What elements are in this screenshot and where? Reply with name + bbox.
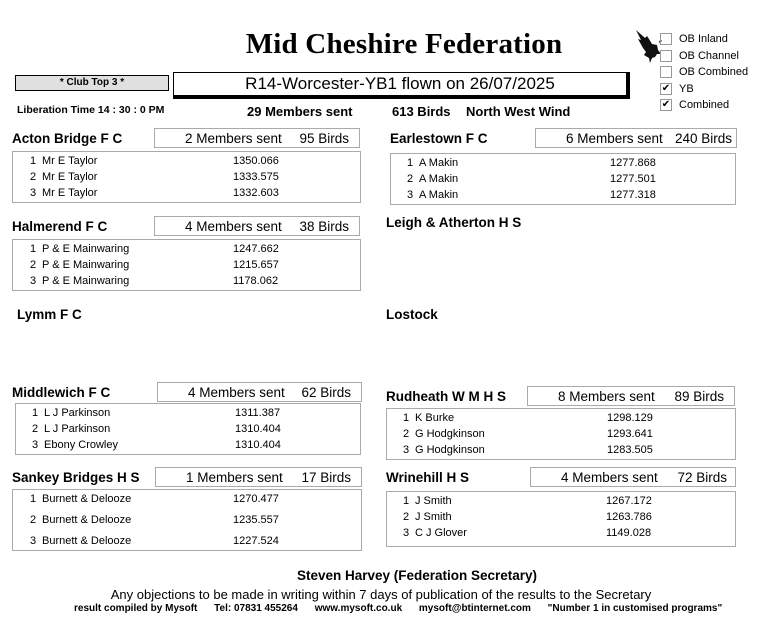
- result-position: 3: [403, 527, 410, 539]
- result-velocity: 1178.062: [233, 275, 279, 287]
- club-name-lymm: Lymm F C: [17, 307, 82, 322]
- club-name-earlestown: Earlestown F C: [390, 131, 488, 146]
- birds-sent: 240 Birds: [674, 131, 732, 146]
- results-sankey-bridges: [12, 489, 362, 551]
- option-ob-combined[interactable]: [660, 64, 748, 81]
- result-row: [16, 405, 360, 421]
- club-name-halmerend: Halmerend F C: [12, 219, 108, 234]
- result-position: 3: [32, 439, 39, 451]
- club-sent-middlewich: [157, 382, 362, 402]
- checkbox-ob-combined[interactable]: [660, 66, 672, 78]
- birds-sent: 38 Birds: [299, 219, 349, 234]
- result-position: 1: [407, 157, 414, 169]
- result-row: [387, 525, 735, 541]
- result-name: Burnett & Delooze: [42, 535, 132, 547]
- club-sent-sankey-bridges: [155, 467, 362, 487]
- result-velocity: 1283.505: [607, 444, 653, 456]
- club-sent-earlestown: [535, 128, 737, 148]
- club-sent-wrinehill: [530, 467, 736, 487]
- result-name: P & E Mainwaring: [42, 243, 130, 255]
- result-velocity: 1332.603: [233, 187, 279, 199]
- birds-sent: 95 Birds: [299, 131, 349, 146]
- members-sent: 8 Members sent: [558, 389, 655, 404]
- members-sent: 4 Members sent: [185, 219, 282, 234]
- result-name: G Hodgkinson: [415, 428, 485, 440]
- tagline: "Number 1 in customised programs": [547, 603, 723, 614]
- result-name: Ebony Crowley: [44, 439, 118, 451]
- checkbox-combined[interactable]: ✔: [661, 99, 671, 111]
- club-name-wrinehill: Wrinehill H S: [386, 470, 470, 485]
- birds-sent: 72 Birds: [677, 470, 727, 485]
- result-position: 1: [30, 493, 37, 505]
- race-title: R14-Worcester-YB1 flown on 26/07/2025: [173, 72, 630, 99]
- result-row: [13, 169, 360, 185]
- result-row: [16, 421, 360, 437]
- result-velocity: 1350.066: [233, 155, 279, 167]
- result-position: 2: [30, 259, 37, 271]
- club-name-sankey-bridges: Sankey Bridges H S: [12, 470, 140, 485]
- birds-sent: 17 Birds: [301, 470, 351, 485]
- result-position: 2: [32, 423, 39, 435]
- result-name: Burnett & Delooze: [42, 493, 132, 505]
- result-velocity: 1277.318: [610, 189, 656, 201]
- members-sent: 4 Members sent: [561, 470, 658, 485]
- result-velocity: 1235.557: [233, 514, 279, 526]
- result-position: 1: [32, 407, 39, 419]
- members-sent: 1 Members sent: [186, 470, 283, 485]
- result-name: A Makin: [419, 189, 459, 201]
- results-acton-bridge: [12, 151, 361, 203]
- result-name: P & E Mainwaring: [42, 275, 130, 287]
- result-position: 2: [407, 173, 414, 185]
- club-top-label: * Club Top 3 *: [15, 75, 169, 91]
- birds-sent: 62 Birds: [301, 385, 351, 400]
- members-sent: 4 Members sent: [188, 385, 285, 400]
- result-position: 3: [30, 535, 37, 547]
- secretary-name: Steven Harvey (Federation Secretary): [296, 568, 538, 583]
- club-name-leigh-atherton: Leigh & Atherton H S: [386, 215, 522, 230]
- result-row: [387, 509, 735, 525]
- result-row: [391, 171, 735, 187]
- result-position: 1: [30, 243, 37, 255]
- result-position: 2: [403, 511, 410, 523]
- result-row: [13, 273, 360, 289]
- result-velocity: 1263.786: [606, 511, 652, 523]
- result-row: [387, 493, 735, 509]
- result-name: A Makin: [419, 173, 459, 185]
- result-velocity: 1215.657: [233, 259, 279, 271]
- option-label: OB Combined: [679, 66, 749, 79]
- result-position: 3: [30, 187, 37, 199]
- result-velocity: 1270.477: [233, 493, 279, 505]
- result-velocity: 1333.575: [233, 171, 279, 183]
- result-row: [13, 185, 360, 201]
- results-rudheath: [386, 408, 736, 460]
- result-velocity: 1311.387: [235, 407, 281, 419]
- result-name: G Hodgkinson: [415, 444, 485, 456]
- checkbox-yb[interactable]: ✔: [661, 82, 671, 94]
- contact-line: [74, 603, 722, 614]
- checkbox-ob-channel[interactable]: [660, 50, 672, 62]
- result-row: [387, 426, 735, 442]
- birds-total: 613 Birds: [392, 104, 451, 119]
- result-velocity: 1310.404: [235, 439, 281, 451]
- option-label: YB: [679, 82, 694, 95]
- option-yb[interactable]: [660, 81, 748, 98]
- result-row: [13, 531, 361, 551]
- members-sent: 2 Members sent: [185, 131, 282, 146]
- result-velocity: 1227.524: [233, 535, 279, 547]
- website-link[interactable]: www.mysoft.co.uk: [314, 603, 403, 614]
- result-name: Burnett & Delooze: [42, 514, 132, 526]
- result-row: [16, 437, 360, 453]
- liberation-time: Liberation Time 14 : 30 : 0 PM: [17, 104, 165, 116]
- result-velocity: 1277.868: [610, 157, 656, 169]
- members-sent-total: 29 Members sent: [247, 104, 353, 119]
- result-row: [387, 410, 735, 426]
- option-label: OB Inland: [679, 33, 728, 46]
- club-sent-acton-bridge: [154, 128, 360, 148]
- result-velocity: 1293.641: [607, 428, 653, 440]
- result-name: J Smith: [415, 511, 452, 523]
- result-name: K Burke: [415, 412, 455, 424]
- result-name: Mr E Taylor: [42, 187, 98, 199]
- result-name: L J Parkinson: [44, 407, 111, 419]
- result-position: 2: [30, 171, 37, 183]
- club-name-rudheath: Rudheath W M H S: [386, 389, 506, 404]
- result-name: P & E Mainwaring: [42, 259, 130, 271]
- result-position: 1: [30, 155, 37, 167]
- members-sent: 6 Members sent: [566, 131, 663, 146]
- club-sent-rudheath: [527, 386, 735, 406]
- result-row: [13, 510, 361, 531]
- compiled-by: result compiled by Mysoft: [74, 603, 198, 614]
- result-row: [391, 187, 735, 203]
- result-name: L J Parkinson: [44, 423, 111, 435]
- results-halmerend: [12, 239, 361, 291]
- result-name: Mr E Taylor: [42, 155, 98, 167]
- result-position: 3: [30, 275, 37, 287]
- result-row: [13, 491, 361, 510]
- result-name: A Makin: [419, 157, 459, 169]
- results-wrinehill: [386, 491, 736, 547]
- result-row: [13, 257, 360, 273]
- result-row: [13, 153, 360, 169]
- result-name: C J Glover: [415, 527, 467, 539]
- checkbox-ob-inland[interactable]: [660, 33, 672, 45]
- option-ob-channel[interactable]: [660, 48, 748, 65]
- result-position: 1: [403, 412, 410, 424]
- result-velocity: 1310.404: [235, 423, 281, 435]
- page-title: Mid Cheshire Federation: [245, 28, 563, 60]
- result-velocity: 1149.028: [606, 527, 652, 539]
- birds-sent: 89 Birds: [674, 389, 724, 404]
- options-checklist: [660, 31, 748, 114]
- result-velocity: 1247.662: [233, 243, 279, 255]
- objections-note: Any objections to be made in writing within 7 days of publication of the results to the Secretary: [110, 587, 652, 602]
- option-combined[interactable]: [660, 97, 748, 114]
- result-velocity: 1267.172: [606, 495, 652, 507]
- result-row: [13, 241, 360, 257]
- club-name-acton-bridge: Acton Bridge F C: [12, 131, 123, 146]
- result-position: 2: [403, 428, 410, 440]
- result-velocity: 1298.129: [607, 412, 653, 424]
- results-earlestown: [390, 153, 736, 205]
- wind-direction: North West Wind: [466, 104, 571, 119]
- club-sent-halmerend: [154, 216, 360, 236]
- result-position: 3: [407, 189, 414, 201]
- result-row: [387, 442, 735, 458]
- telephone: Tel: 07831 455264: [214, 603, 298, 614]
- option-label: OB Channel: [679, 49, 739, 62]
- option-ob-inland[interactable]: [660, 31, 748, 48]
- club-name-middlewich: Middlewich F C: [12, 385, 111, 400]
- email-link[interactable]: mysoft@btinternet.com: [418, 603, 531, 614]
- option-label: Combined: [679, 99, 730, 112]
- result-name: Mr E Taylor: [42, 171, 98, 183]
- result-name: J Smith: [415, 495, 452, 507]
- results-middlewich: [15, 403, 361, 455]
- result-position: 3: [403, 444, 410, 456]
- result-position: 2: [30, 514, 37, 526]
- result-position: 1: [403, 495, 410, 507]
- result-row: [391, 155, 735, 171]
- club-name-lostock: Lostock: [386, 307, 438, 322]
- result-velocity: 1277.501: [610, 173, 656, 185]
